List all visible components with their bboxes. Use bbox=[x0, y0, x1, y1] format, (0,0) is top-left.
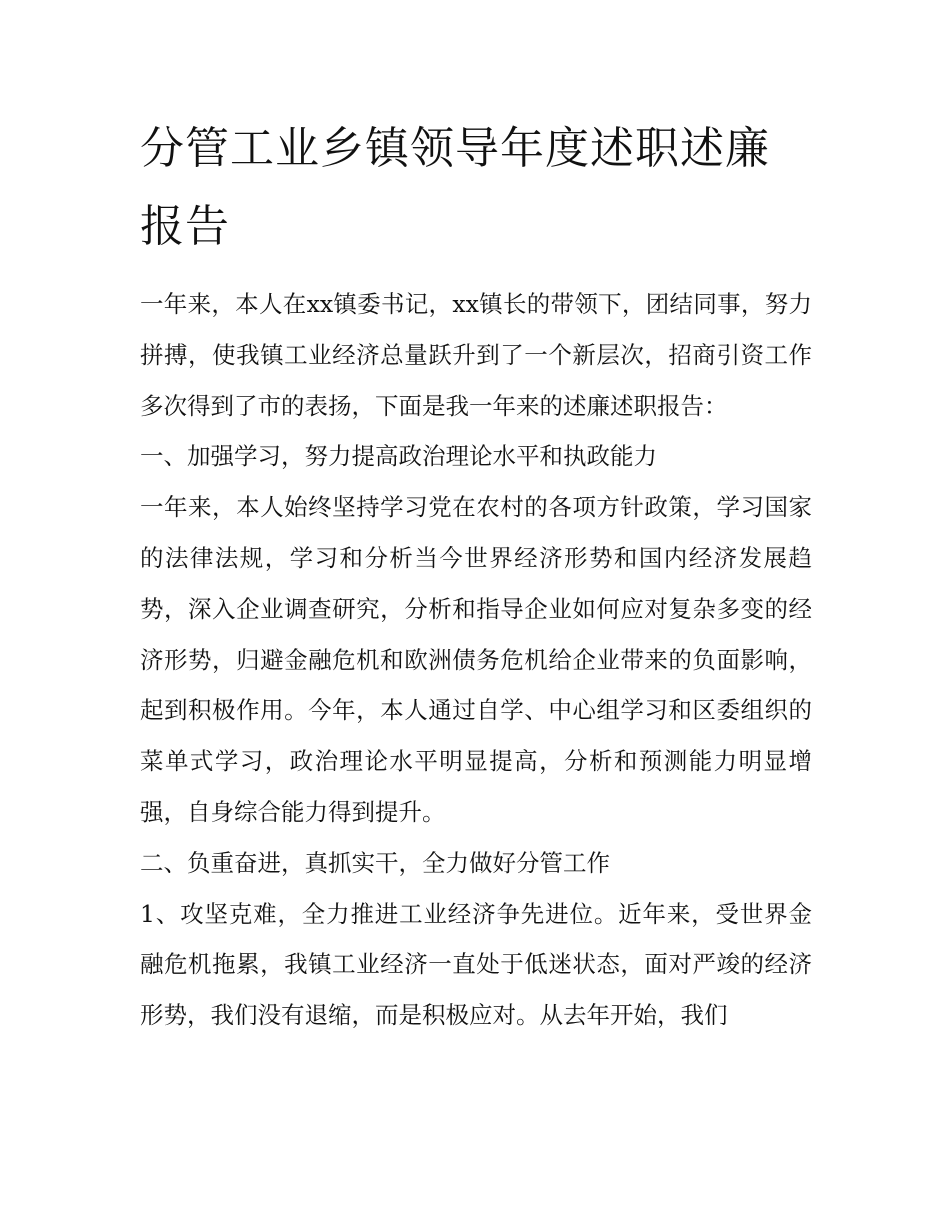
document-body bbox=[140, 279, 812, 1041]
document-content bbox=[140, 110, 812, 1041]
document-title: 分管工业乡镇领导年度述职述廉报告 bbox=[140, 123, 770, 252]
paragraph-industry: 1、攻坚克难，全力推进工业经济争先进位。近年来，受世界金融危机拖累，我镇工业经济一直处于低迷状态，面对严竣的经济形势，我们没有退缩，而是积极应对。从去年开始，我们 bbox=[140, 899, 812, 1030]
paragraph-intro: 一年来，本人在xx镇委书记，xx镇长的带领下，团结同事，努力拼搏，使我镇工业经济总量跃升到了一个新层次，招商引资工作多次得到了市的表扬，下面是我一年来的述廉述职报告： bbox=[140, 290, 812, 420]
section-heading-2: 二、负重奋进，真抓实干，全力做好分管工作 bbox=[140, 848, 610, 877]
section-heading-1: 一、加强学习，努力提高政治理论水平和执政能力 bbox=[140, 442, 657, 471]
paragraph-study: 一年来，本人始终坚持学习党在农村的各项方针政策，学习国家的法律法规，学习和分析当今世界经济形势和国内经济发展趋势，深入企业调查研究，分析和指导企业如何应对复杂多变的经济形势，归避金融危机和欧洲债务危机给企业带来的负面影响，起到积极作用。今年，本人通过自学、中心组学习和区委组织的菜单式学习，政治理论水平明显提高，分析和预测能力明显增强，自身综合能力得到提升。 bbox=[140, 493, 812, 826]
